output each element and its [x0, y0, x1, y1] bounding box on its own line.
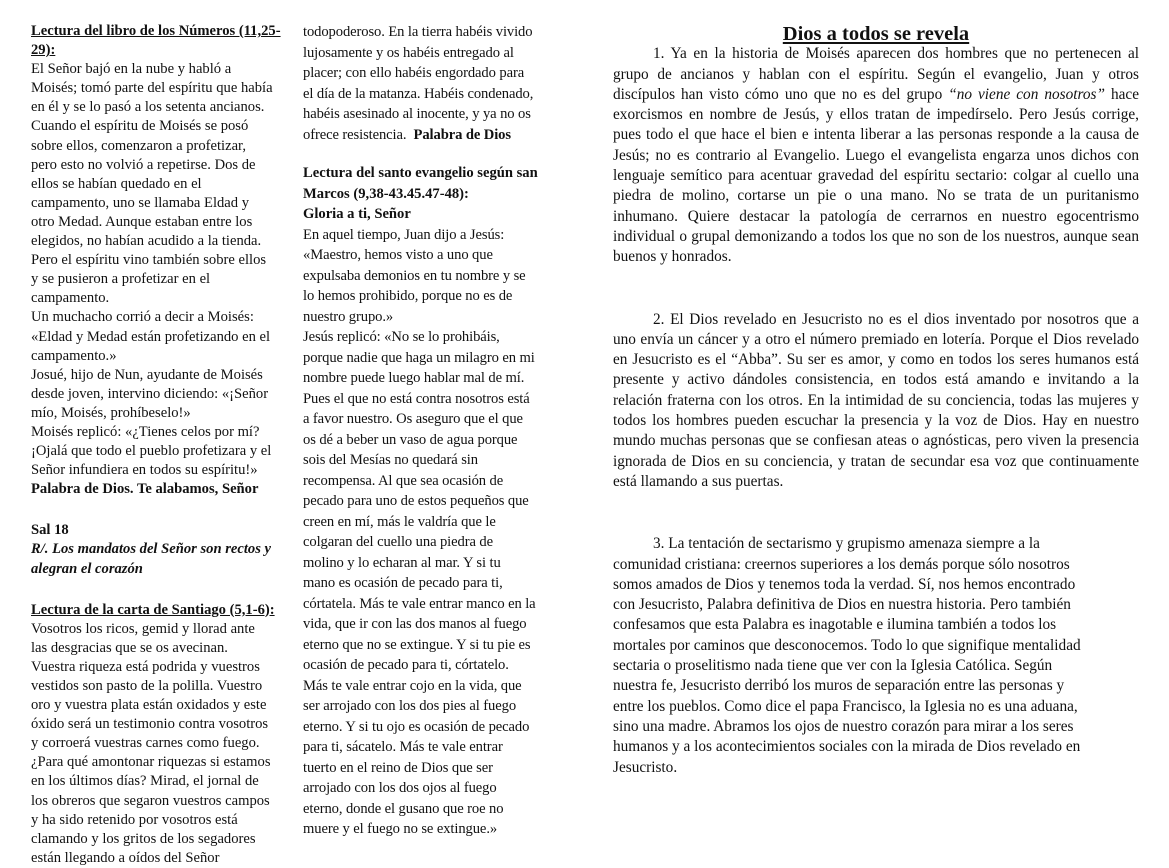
text-line: tuerto en el reino de Dios que ser [303, 759, 493, 776]
text-line: Jesús replicó: «No se lo prohibáis, [303, 329, 500, 345]
text-line: las desgracias que se os avecinan. [31, 639, 228, 656]
text-line: Gloria a ti, Señor [303, 206, 411, 222]
text-line: muere y el fuego no se extingue.» [303, 821, 498, 837]
psalm-response: R/. Los mandatos del Señor son rectos y alegran el corazón [31, 541, 272, 577]
p1-text-a: 1. Ya en la historia de Moisés aparecen dos hombres que no pertenecen al grupo de ancianos y hablan con el espíritu. Según el evangelio, Juan y otros discípulos han visto cómo uno que no es del grupo [613, 45, 1139, 103]
text-line: para ti, sácatelo. Más te vale entrar [303, 739, 503, 755]
text-line: desde joven, intervino diciendo: «¡Señor [31, 385, 269, 402]
text-line: eterno. Y si tu ojo es ocasión de pecado [303, 718, 530, 735]
reflection-paragraph-2 [613, 310, 1139, 493]
text-line: nombre puede luego hablar mal de mí. [303, 370, 525, 386]
left-column [31, 22, 289, 868]
text-line: todopoderoso. En la tierra habéis vivido [303, 24, 533, 40]
text-line: entre los pueblos. Como dice el papa Francisco, la Iglesia no es una aduana, [613, 697, 1078, 715]
reflection-paragraph-3 [613, 534, 1139, 778]
continuation-last-line: ofrece resistencia. [303, 126, 407, 143]
text-line: nuestra fe, Jesucristo derribó los muros de separación entre las personas y [613, 677, 1065, 695]
p1-quote: “no viene con nosotros” [948, 85, 1105, 103]
p1-text-b: hace exorcismos en nombre de Jesús, y ellos tratan de impedírselo. Pero Jesús corrige, pues todo el que hace el bien e intenta liberar a las personas responde a la causa de Jesús; no es contrario al Evangelio. Luego el evangelista engarza unos dichos con lenguaje semítico para acentuar gravedad del espíritu sectario: colgar al cuello una piedra de molino, cortarse un pie o una mano. No se trata de un puritanismo inhumano. Quiere destacar la patología de cerrarnos en nuestro egocentrismo individual o grupal demonizando a todos los que no son de los nuestros, aunque sean buenos y honrados. [613, 85, 1139, 266]
psalm-heading: Sal 18 [31, 522, 69, 539]
text-line: «Eldad y Medad están profetizando en el [31, 328, 271, 345]
text-line: «Maestro, hemos visto a uno que [303, 247, 493, 263]
second-reading-text [31, 620, 289, 868]
text-line: los obreros que segaron vuestros campos [31, 792, 270, 809]
text-line: vestidos son pasto de la polilla. Vuestro [31, 678, 263, 694]
text-line: y corroerá vuestras carnes como fuego. [31, 735, 260, 752]
text-line: a favor nuestro. Os aseguro que el que [303, 411, 523, 427]
text-line: comunidad cristiana: creernos superiores a los demás porque sólo nosotros [613, 555, 1070, 573]
text-line: en él y se lo pasó a los setenta ancianos. [31, 99, 265, 116]
second-reading-heading: Lectura de la carta de Santiago (5,1-6): [31, 601, 275, 618]
second-reading-continuation-last [303, 125, 553, 146]
text-line: ellos se habían quedado en el [31, 175, 202, 192]
text-line: mano es ocasión de pecado para ti, [303, 575, 503, 591]
text-line: Pues el que no está contra nosotros está [303, 390, 530, 407]
text-line: Josué, hijo de Nun, ayudante de Moisés [31, 366, 263, 383]
text-line: expulsaba demonios en tu nombre y se [303, 267, 526, 284]
p2-text: 2. El Dios revelado en Jesucristo no es el dios inventado por nosotros que a uno envía un cáncer y a otro el número premiado en lotería. Porque el Dios revelado en Jesucristo es el “Abba”. Su ser es amor, y como en todos los seres humanos está presente y activo dándoles consistencia, en todos está amando e invitando a la relación fraterna con los otros. En la intimidad de su conciencia, todas las mujeres y todos los hombres pueden escuchar la presencia y la voz de Dios. Hay en nuestro mundo muchas personas que se confiesan ateas o agnósticas, pero viven la presencia ignorada de Dios en su conciencia, y tratan de secundar esa voz que continuamente está llamando a sus puertas. [613, 310, 1139, 490]
text-line: campamento, uno se llamaba Eldad y [31, 194, 250, 211]
text-line: vida, que ir con las dos manos al fuego [303, 616, 527, 632]
text-line: ¡Ojalá que todo el pueblo profetizara y el [31, 443, 272, 460]
text-line: humanos y a los acontecimientos sociales con la mirada de Dios revelado en [613, 738, 1081, 756]
text-line: Moisés; tomó parte del espíritu que había [31, 80, 273, 97]
text-line: sois del Mesías no quedará sin [303, 452, 478, 468]
text-line: Moisés replicó: «¿Tienes celos por mí? [31, 423, 260, 440]
text-line: arrojado con los dos ojos al fuego [303, 780, 497, 796]
second-reading-closing: Palabra de Dios [413, 126, 511, 143]
text-line: y ha sido retenido por vosotros está [31, 811, 238, 828]
text-line: os dé a beber un vaso de agua porque [303, 431, 518, 448]
first-reading-closing: Palabra de Dios. Te alabamos, Señor [31, 481, 259, 498]
text-line: en los últimos días? Mirad, el jornal de [31, 773, 259, 790]
second-reading-continuation [303, 22, 553, 125]
text-line: El Señor bajó en la nube y habló a [31, 61, 232, 78]
text-line: Lectura del santo evangelio según san [303, 165, 538, 181]
text-line: otro Medad. Aunque estaban entre los [31, 213, 253, 230]
text-line: Jesucristo. [613, 758, 678, 776]
text-line: ocasión de pecado para ti, córtatelo. [303, 657, 509, 673]
text-line: campamento.» [31, 347, 117, 364]
text-line: óxido será un testimonio contra vosotros [31, 716, 269, 733]
text-line: Pero el espíritu vino también sobre ellos [31, 252, 267, 269]
text-line: ser arrojado con los dos pies al fuego [303, 698, 517, 714]
text-line: Más te vale entrar cojo en la vida, que [303, 677, 522, 694]
text-line: placer; con ello habéis engordado para [303, 65, 525, 81]
text-line: sobre ellos, comenzaron a profetizar, [31, 137, 246, 154]
text-line: molino y lo echaran al mar. Y si tu [303, 554, 501, 571]
text-line: pecado para uno de estos pequeños que [303, 493, 529, 509]
text-line: campamento. [31, 290, 110, 307]
text-line: córtatela. Más te vale entrar manco en la [303, 595, 536, 612]
text-line: eterno que no se extingue. Y si tu pie es [303, 636, 531, 653]
text-line: nuestro grupo.» [303, 308, 394, 325]
text-line: lo hemos prohibido, porque no es de [303, 288, 513, 304]
first-reading-heading: Lectura del libro de los Números (11,25-29): [31, 23, 281, 59]
text-line: mortales por caminos que desconocemos. Todo lo que signifique mentalidad [613, 636, 1081, 654]
text-line: elegidos, no habían acudido a la tienda. [31, 233, 262, 250]
text-line: recompensa. Al que sea ocasión de [303, 472, 504, 489]
text-line: Cuando el espíritu de Moisés se posó [31, 118, 249, 135]
middle-column [303, 22, 553, 840]
text-line: confesamos que esta Palabra es inagotable e ilumina también a todos los [613, 616, 1057, 634]
first-reading-text [31, 60, 289, 480]
text-line: el día de la matanza. Habéis condenado, [303, 85, 534, 102]
text-line: sectaria o proselitismo nada tiene que ver con la Iglesia Católica. Según [613, 657, 1053, 675]
text-line: sino una madre. Abramos los ojos de nuestro corazón para mirar a los seres [613, 717, 1074, 735]
text-line: ¿Para qué amontonar riquezas si estamos [31, 754, 271, 771]
text-line: oro y vuestra plata están oxidados y este [31, 697, 267, 714]
text-line: mío, Moisés, prohíbeselo!» [31, 404, 191, 421]
text-line: 3. La tentación de sectarismo y grupismo amenaza siempre a la [653, 535, 1040, 553]
text-line: lujosamente y os habéis entregado al [303, 44, 514, 61]
reflection-paragraph-1 [613, 44, 1139, 267]
text-line: Señor infundiera en todos su espíritu!» [31, 462, 258, 479]
text-line: colgaran del cuello una piedra de [303, 534, 493, 550]
reflection-column [613, 24, 1139, 778]
text-line: creen en mí, más le valdría que le [303, 513, 496, 530]
text-line: clamando y los gritos de los segadores [31, 830, 256, 847]
text-line: En aquel tiempo, Juan dijo a Jesús: [303, 226, 505, 243]
gospel-heading [303, 163, 553, 225]
text-line: somos amados de Dios y tenemos toda la verdad. Sí, nos hemos encontrado [613, 575, 1076, 593]
text-line: están llegando a oídos del Señor [31, 849, 220, 866]
text-line: Un muchacho corrió a decir a Moisés: [31, 309, 254, 326]
text-line: Marcos (9,38-43.45.47-48): [303, 185, 469, 202]
text-line: con Jesucristo, Palabra definitiva de Dios en nuestra historia. Pero también [613, 596, 1071, 614]
text-line: pero esto no volvió a repetirse. Dos de [31, 156, 256, 173]
text-line: habéis asesinado al inocente, y ya no os [303, 106, 531, 122]
text-line: porque nadie que haga un milagro en mi [303, 349, 535, 366]
gospel-text [303, 225, 553, 840]
text-line: Vuestra riqueza está podrida y vuestros [31, 658, 260, 675]
text-line: Vosotros los ricos, gemid y llorad ante [31, 620, 255, 637]
page-title: Dios a todos se revela [782, 23, 970, 45]
text-line: eterno, donde el gusano que roe no [303, 800, 504, 817]
text-line: y se pusieron a profetizar en el [31, 271, 211, 288]
